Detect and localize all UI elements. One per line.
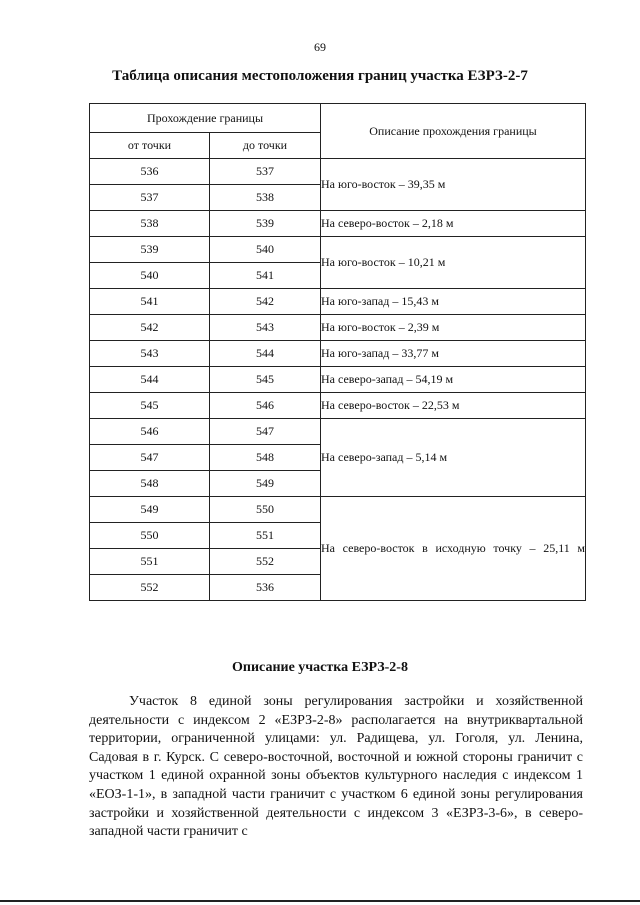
table-row — [90, 237, 586, 263]
from-point-cell: 543 — [90, 341, 210, 367]
section-body-paragraph — [89, 693, 583, 842]
to-point-cell: 536 — [210, 575, 321, 601]
section-body-text: Участок 8 единой зоны регулирования застройки и хозяйственной деятельности с индексом 2 «ЕЗРЗ-2-8» располагается на внутриквартальной территории, ограниченной улицами: ул. Радищева, ул. Гоголя, ул. Ленина, Садовая в г. Курск. С северо-восточной, восточной и южной стороны граничит с участком 1 единой охранной зоны объектов культурного наследия с индексом 1 «ЕОЗ-1-1», в западной части граничит с участком 6 единой зоны регулирования застройки и хозяйственной деятельности с индексом 3 «ЕЗРЗ-3-6», в северо-западной части граничит с — [89, 694, 583, 840]
to-point-cell: 540 — [210, 237, 321, 263]
description-cell: На северо-запад – 5,14 м — [321, 419, 586, 497]
table-row — [90, 159, 586, 185]
header-from-point: от точки — [90, 133, 210, 159]
from-point-cell: 538 — [90, 211, 210, 237]
from-point-cell: 540 — [90, 263, 210, 289]
description-cell: На юго-запад – 33,77 м — [321, 341, 586, 367]
from-point-cell: 550 — [90, 523, 210, 549]
to-point-cell: 538 — [210, 185, 321, 211]
from-point-cell: 549 — [90, 497, 210, 523]
from-point-cell: 539 — [90, 237, 210, 263]
to-point-cell: 549 — [210, 471, 321, 497]
to-point-cell: 547 — [210, 419, 321, 445]
to-point-cell: 552 — [210, 549, 321, 575]
to-point-cell: 548 — [210, 445, 321, 471]
from-point-cell: 536 — [90, 159, 210, 185]
description-cell: На юго-восток – 2,39 м — [321, 315, 586, 341]
table-row — [90, 497, 586, 523]
boundary-table — [89, 103, 586, 601]
from-point-cell: 537 — [90, 185, 210, 211]
header-boundary-description: Описание прохождения границы — [321, 104, 586, 159]
to-point-cell: 543 — [210, 315, 321, 341]
from-point-cell: 545 — [90, 393, 210, 419]
table-row — [90, 393, 586, 419]
table-row — [90, 211, 586, 237]
description-cell: На юго-восток – 10,21 м — [321, 237, 586, 289]
table-row — [90, 315, 586, 341]
from-point-cell: 546 — [90, 419, 210, 445]
table-row — [90, 341, 586, 367]
from-point-cell: 548 — [90, 471, 210, 497]
to-point-cell: 544 — [210, 341, 321, 367]
from-point-cell: 547 — [90, 445, 210, 471]
to-point-cell: 537 — [210, 159, 321, 185]
table-row — [90, 419, 586, 445]
from-point-cell: 551 — [90, 549, 210, 575]
to-point-cell: 541 — [210, 263, 321, 289]
page-number: 69 — [314, 40, 326, 54]
from-point-cell: 552 — [90, 575, 210, 601]
header-boundary-passage: Прохождение границы — [90, 104, 321, 133]
page-bottom-rule — [0, 900, 640, 902]
table-row — [90, 367, 586, 393]
to-point-cell: 550 — [210, 497, 321, 523]
description-cell: На северо-восток – 2,18 м — [321, 211, 586, 237]
description-cell: На северо-запад – 54,19 м — [321, 367, 586, 393]
table-row — [90, 289, 586, 315]
section-title: Описание участка ЕЗРЗ-2-8 — [232, 660, 408, 675]
description-cell: На северо-восток в исходную точку – 25,11 м — [321, 497, 586, 601]
to-point-cell: 546 — [210, 393, 321, 419]
to-point-cell: 545 — [210, 367, 321, 393]
description-cell: На юго-восток – 39,35 м — [321, 159, 586, 211]
from-point-cell: 541 — [90, 289, 210, 315]
from-point-cell: 542 — [90, 315, 210, 341]
to-point-cell: 542 — [210, 289, 321, 315]
from-point-cell: 544 — [90, 367, 210, 393]
table-title: Таблица описания местоположения границ участка ЕЗРЗ-2-7 — [112, 68, 528, 84]
to-point-cell: 539 — [210, 211, 321, 237]
to-point-cell: 551 — [210, 523, 321, 549]
header-to-point: до точки — [210, 133, 321, 159]
description-cell: На юго-запад – 15,43 м — [321, 289, 586, 315]
description-cell: На северо-восток – 22,53 м — [321, 393, 586, 419]
